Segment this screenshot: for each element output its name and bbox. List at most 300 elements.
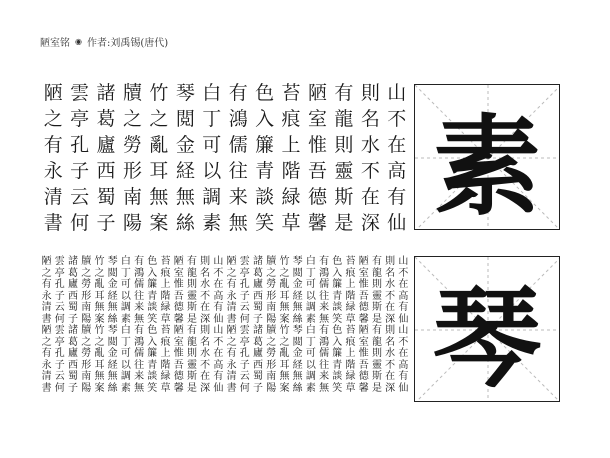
small-text-column xyxy=(172,256,185,394)
small-glyph: 則 xyxy=(200,325,211,336)
small-glyph: 亭 xyxy=(54,336,65,348)
small-glyph: 吾 xyxy=(358,290,369,302)
small-glyph: 靈 xyxy=(186,290,197,302)
small-glyph: 形 xyxy=(266,290,277,302)
small-glyph: 不 xyxy=(398,336,409,348)
small-text-grid xyxy=(40,256,410,416)
small-glyph: 白 xyxy=(305,256,316,267)
small-glyph: 無 xyxy=(134,382,145,394)
small-glyph: 不 xyxy=(200,290,211,302)
small-glyph: 馨 xyxy=(358,382,369,394)
small-glyph: 廬 xyxy=(253,279,264,290)
small-glyph: 儒 xyxy=(319,348,330,359)
small-glyph: 牘 xyxy=(266,325,277,336)
small-glyph: 入 xyxy=(147,267,158,279)
small-glyph: 金 xyxy=(292,348,303,359)
small-glyph: 子 xyxy=(68,382,79,394)
glyph: 有 xyxy=(43,134,63,156)
small-glyph: 德 xyxy=(358,371,369,382)
small-glyph: 亂 xyxy=(94,279,105,290)
text-column xyxy=(331,80,357,236)
small-glyph: 絲 xyxy=(107,313,118,325)
small-glyph: 有 xyxy=(398,302,409,313)
small-glyph: 西 xyxy=(253,359,264,371)
small-glyph: 仙 xyxy=(398,382,409,394)
small-glyph: 牘 xyxy=(266,256,277,267)
small-glyph: 之 xyxy=(279,336,290,348)
small-glyph: 苔 xyxy=(345,325,356,336)
small-glyph: 馨 xyxy=(173,382,184,394)
small-glyph: 階 xyxy=(345,290,356,302)
glyph: 諸 xyxy=(96,82,116,104)
glyph: 靈 xyxy=(334,160,354,182)
small-glyph: 可 xyxy=(120,279,131,290)
small-glyph: 苔 xyxy=(160,256,171,267)
small-glyph: 斯 xyxy=(186,371,197,382)
small-glyph: 子 xyxy=(68,313,79,325)
glyph: 階 xyxy=(281,160,301,182)
small-glyph: 南 xyxy=(266,302,277,313)
small-glyph: 德 xyxy=(173,302,184,313)
small-glyph: 絲 xyxy=(292,382,303,394)
small-text-column xyxy=(53,256,66,394)
small-glyph: 色 xyxy=(332,325,343,336)
small-glyph: 在 xyxy=(385,371,396,382)
text-column xyxy=(93,80,119,236)
small-text-column xyxy=(251,256,264,394)
small-glyph: 以 xyxy=(120,359,131,371)
small-glyph: 勞 xyxy=(266,348,277,359)
small-glyph: 廬 xyxy=(253,348,264,359)
small-glyph: 白 xyxy=(120,325,131,336)
small-glyph: 簾 xyxy=(147,348,158,359)
text-column xyxy=(172,80,198,236)
small-glyph: 往 xyxy=(134,359,145,371)
small-glyph: 苔 xyxy=(160,325,171,336)
small-glyph: 素 xyxy=(305,382,316,394)
small-glyph: 云 xyxy=(239,302,250,313)
small-glyph: 在 xyxy=(213,279,224,290)
small-glyph: 経 xyxy=(107,359,118,371)
small-text-column xyxy=(397,256,410,394)
small-glyph: 形 xyxy=(81,290,92,302)
small-glyph: 無 xyxy=(134,313,145,325)
small-text-column xyxy=(304,256,317,394)
small-text-column xyxy=(384,256,397,394)
small-glyph: 清 xyxy=(41,302,52,313)
small-glyph: 案 xyxy=(279,382,290,394)
author-line: 作者:刘禹锡(唐代) xyxy=(86,38,169,49)
small-glyph: 絲 xyxy=(107,382,118,394)
small-glyph: 葛 xyxy=(68,336,79,348)
glyph: 之 xyxy=(122,108,142,130)
small-glyph: 仙 xyxy=(213,382,224,394)
small-glyph: 階 xyxy=(345,359,356,371)
glyph: 深 xyxy=(360,212,380,234)
small-glyph: 入 xyxy=(147,336,158,348)
small-glyph: 之 xyxy=(266,267,277,279)
small-glyph: 則 xyxy=(385,325,396,336)
small-glyph: 有 xyxy=(186,325,197,336)
small-glyph: 青 xyxy=(332,359,343,371)
small-glyph: 来 xyxy=(134,302,145,313)
small-glyph: 是 xyxy=(371,313,382,325)
small-glyph: 雲 xyxy=(239,256,250,267)
small-glyph: 山 xyxy=(398,256,409,267)
small-glyph: 無 xyxy=(107,302,118,313)
glyph: 山 xyxy=(387,82,407,104)
small-text-column xyxy=(66,256,79,394)
small-text-column xyxy=(357,256,370,394)
small-glyph: 笑 xyxy=(332,313,343,325)
small-glyph: 有 xyxy=(371,325,382,336)
small-glyph: 清 xyxy=(41,371,52,382)
small-glyph: 竹 xyxy=(94,256,105,267)
glyph: 何 xyxy=(70,212,90,234)
small-glyph: 水 xyxy=(385,348,396,359)
small-glyph: 永 xyxy=(41,359,52,371)
small-glyph: 可 xyxy=(120,348,131,359)
small-glyph: 高 xyxy=(398,290,409,302)
small-glyph: 談 xyxy=(147,371,158,382)
small-glyph: 諸 xyxy=(68,256,79,267)
small-glyph: 草 xyxy=(345,313,356,325)
small-glyph: 書 xyxy=(226,382,237,394)
glyph: 談 xyxy=(255,186,275,208)
small-glyph: 有 xyxy=(398,371,409,382)
small-glyph: 孔 xyxy=(54,279,65,290)
glyph: 德 xyxy=(307,186,327,208)
small-glyph: 往 xyxy=(319,290,330,302)
small-glyph: 在 xyxy=(213,348,224,359)
small-glyph: 何 xyxy=(239,382,250,394)
small-glyph: 蜀 xyxy=(68,371,79,382)
small-text-column xyxy=(331,256,344,394)
small-glyph: 深 xyxy=(385,382,396,394)
small-glyph: 蜀 xyxy=(253,302,264,313)
small-glyph: 不 xyxy=(398,267,409,279)
glyph: 高 xyxy=(387,160,407,182)
glyph: 孔 xyxy=(70,134,90,156)
small-glyph: 素 xyxy=(305,313,316,325)
small-glyph: 有 xyxy=(213,371,224,382)
small-glyph: 白 xyxy=(120,256,131,267)
small-glyph: 有 xyxy=(186,256,197,267)
small-glyph: 水 xyxy=(200,348,211,359)
small-glyph: 調 xyxy=(120,371,131,382)
small-glyph: 不 xyxy=(200,359,211,371)
small-glyph: 惟 xyxy=(358,348,369,359)
small-text-column xyxy=(40,256,53,394)
glyph: 書 xyxy=(43,212,63,234)
small-text-column xyxy=(291,256,304,394)
small-glyph: 草 xyxy=(160,313,171,325)
small-glyph: 亂 xyxy=(279,279,290,290)
small-glyph: 諸 xyxy=(253,325,264,336)
text-column xyxy=(384,80,410,236)
small-glyph: 無 xyxy=(107,371,118,382)
small-glyph: 来 xyxy=(319,371,330,382)
small-glyph: 琴 xyxy=(107,256,118,267)
small-glyph: 云 xyxy=(54,371,65,382)
text-column xyxy=(357,80,383,236)
small-text-column xyxy=(93,256,106,394)
glyph: 草 xyxy=(281,212,301,234)
practice-box-2 xyxy=(414,256,560,402)
glyph: 之 xyxy=(43,108,63,130)
small-glyph: 深 xyxy=(200,313,211,325)
glyph: 無 xyxy=(228,212,248,234)
small-glyph: 笑 xyxy=(147,313,158,325)
small-text-column xyxy=(318,256,331,394)
small-glyph: 在 xyxy=(200,371,211,382)
small-glyph: 水 xyxy=(200,279,211,290)
glyph: 亭 xyxy=(70,108,90,130)
small-glyph: 永 xyxy=(226,359,237,371)
glyph: 是 xyxy=(334,212,354,234)
small-glyph: 無 xyxy=(279,371,290,382)
small-glyph: 案 xyxy=(94,313,105,325)
small-glyph: 亂 xyxy=(279,348,290,359)
small-glyph: 経 xyxy=(292,359,303,371)
small-glyph: 上 xyxy=(345,279,356,290)
glyph: 名 xyxy=(360,108,380,130)
small-glyph: 有 xyxy=(319,256,330,267)
glyph: 陋 xyxy=(307,82,327,104)
small-text-column xyxy=(146,256,159,394)
small-glyph: 笑 xyxy=(332,382,343,394)
small-glyph: 西 xyxy=(68,359,79,371)
small-glyph: 閲 xyxy=(292,336,303,348)
small-glyph: 水 xyxy=(385,279,396,290)
small-glyph: 名 xyxy=(385,267,396,279)
small-glyph: 山 xyxy=(398,325,409,336)
small-glyph: 何 xyxy=(54,382,65,394)
small-glyph: 勞 xyxy=(81,348,92,359)
small-glyph: 調 xyxy=(305,371,316,382)
small-glyph: 丁 xyxy=(120,267,131,279)
text-column xyxy=(119,80,145,236)
text-column xyxy=(225,80,251,236)
small-glyph: 在 xyxy=(200,302,211,313)
small-glyph: 蜀 xyxy=(68,302,79,313)
small-glyph: 青 xyxy=(147,290,158,302)
small-glyph: 名 xyxy=(385,336,396,348)
glyph: 則 xyxy=(360,82,380,104)
small-glyph: 案 xyxy=(279,313,290,325)
glyph: 斯 xyxy=(334,186,354,208)
glyph: 子 xyxy=(96,212,116,234)
glyph: 在 xyxy=(387,134,407,156)
small-glyph: 簾 xyxy=(147,279,158,290)
small-glyph: 之 xyxy=(81,267,92,279)
small-glyph: 琴 xyxy=(292,256,303,267)
small-glyph: 書 xyxy=(41,382,52,394)
small-text-column xyxy=(238,256,251,394)
small-glyph: 亭 xyxy=(54,267,65,279)
small-glyph: 孔 xyxy=(239,348,250,359)
glyph: 竹 xyxy=(149,82,169,104)
small-glyph: 是 xyxy=(371,382,382,394)
small-text-column xyxy=(133,256,146,394)
small-glyph: 無 xyxy=(319,382,330,394)
small-glyph: 靈 xyxy=(371,290,382,302)
glyph: 可 xyxy=(202,134,222,156)
glyph: 青 xyxy=(255,160,275,182)
small-glyph: 南 xyxy=(81,371,92,382)
small-glyph: 入 xyxy=(332,336,343,348)
small-glyph: 緑 xyxy=(345,302,356,313)
small-glyph: 儒 xyxy=(319,279,330,290)
small-glyph: 無 xyxy=(94,371,105,382)
small-glyph: 子 xyxy=(253,382,264,394)
small-glyph: 子 xyxy=(54,359,65,371)
glyph: 廬 xyxy=(96,134,116,156)
small-glyph: 廬 xyxy=(68,348,79,359)
small-glyph: 是 xyxy=(186,313,197,325)
small-glyph: 入 xyxy=(332,267,343,279)
small-glyph: 経 xyxy=(292,290,303,302)
glyph: 耳 xyxy=(149,160,169,182)
small-glyph: 吾 xyxy=(358,359,369,371)
glyph: 調 xyxy=(202,186,222,208)
glyph: 入 xyxy=(255,108,275,130)
small-glyph: 無 xyxy=(279,302,290,313)
glyph: 牘 xyxy=(122,82,142,104)
small-glyph: 不 xyxy=(213,336,224,348)
small-glyph: 竹 xyxy=(279,325,290,336)
small-glyph: 素 xyxy=(120,382,131,394)
glyph: 経 xyxy=(175,160,195,182)
small-glyph: 子 xyxy=(239,359,250,371)
small-glyph: 色 xyxy=(332,256,343,267)
small-glyph: 往 xyxy=(319,359,330,371)
glyph: 有 xyxy=(228,82,248,104)
small-glyph: 儒 xyxy=(134,348,145,359)
glyph: 陽 xyxy=(122,212,142,234)
small-glyph: 草 xyxy=(160,382,171,394)
small-glyph: 陋 xyxy=(358,325,369,336)
page-header xyxy=(40,34,168,49)
small-text-column xyxy=(225,256,238,394)
small-glyph: 之 xyxy=(266,336,277,348)
small-glyph: 経 xyxy=(107,290,118,302)
glyph: 往 xyxy=(228,160,248,182)
small-glyph: 有 xyxy=(213,302,224,313)
small-glyph: 靈 xyxy=(371,359,382,371)
small-text-column xyxy=(278,256,291,394)
small-glyph: 陋 xyxy=(358,256,369,267)
small-glyph: 陽 xyxy=(266,313,277,325)
glyph: 吾 xyxy=(307,160,327,182)
glyph: 南 xyxy=(122,186,142,208)
small-glyph: 龍 xyxy=(186,267,197,279)
small-glyph: 亭 xyxy=(239,267,250,279)
large-text-grid xyxy=(40,80,410,240)
small-glyph: 名 xyxy=(200,267,211,279)
small-glyph: 痕 xyxy=(345,267,356,279)
title: 陋室铭 xyxy=(40,38,70,49)
small-glyph: 則 xyxy=(200,256,211,267)
small-glyph: 苔 xyxy=(345,256,356,267)
small-glyph: 子 xyxy=(253,313,264,325)
small-glyph: 惟 xyxy=(173,279,184,290)
small-text-column xyxy=(212,256,225,394)
small-glyph: 西 xyxy=(68,290,79,302)
small-text-column xyxy=(199,256,212,394)
small-glyph: 云 xyxy=(54,302,65,313)
small-glyph: 色 xyxy=(147,325,158,336)
small-glyph: 之 xyxy=(226,336,237,348)
small-glyph: 往 xyxy=(134,290,145,302)
small-glyph: 深 xyxy=(200,382,211,394)
glyph: 云 xyxy=(70,186,90,208)
small-glyph: 龍 xyxy=(186,336,197,348)
glyph: 案 xyxy=(149,212,169,234)
small-glyph: 山 xyxy=(213,325,224,336)
small-glyph: 竹 xyxy=(279,256,290,267)
glyph: 不 xyxy=(360,160,380,182)
small-glyph: 之 xyxy=(226,267,237,279)
small-glyph: 斯 xyxy=(186,302,197,313)
glyph: 上 xyxy=(281,134,301,156)
small-text-column xyxy=(265,256,278,394)
glyph: 亂 xyxy=(149,134,169,156)
text-column xyxy=(304,80,330,236)
small-glyph: 色 xyxy=(147,256,158,267)
small-glyph: 永 xyxy=(41,290,52,302)
text-column xyxy=(251,80,277,236)
small-glyph: 不 xyxy=(213,267,224,279)
small-glyph: 有 xyxy=(134,256,145,267)
small-glyph: 以 xyxy=(305,290,316,302)
small-glyph: 則 xyxy=(385,256,396,267)
small-glyph: 形 xyxy=(81,359,92,371)
small-glyph: 来 xyxy=(134,371,145,382)
small-glyph: 階 xyxy=(160,290,171,302)
small-glyph: 無 xyxy=(292,302,303,313)
glyph: 閲 xyxy=(175,108,195,130)
small-glyph: 吾 xyxy=(173,359,184,371)
small-glyph: 德 xyxy=(358,302,369,313)
glyph: 無 xyxy=(149,186,169,208)
small-text-column xyxy=(80,256,93,394)
small-glyph: 則 xyxy=(186,279,197,290)
small-glyph: 緑 xyxy=(345,371,356,382)
small-glyph: 陽 xyxy=(81,313,92,325)
small-glyph: 有 xyxy=(371,256,382,267)
text-column xyxy=(146,80,172,236)
small-glyph: 陽 xyxy=(81,382,92,394)
small-glyph: 上 xyxy=(160,279,171,290)
small-glyph: 葛 xyxy=(68,267,79,279)
small-glyph: 青 xyxy=(332,290,343,302)
glyph: 勞 xyxy=(122,134,142,156)
small-text-column xyxy=(106,256,119,394)
small-glyph: 不 xyxy=(385,290,396,302)
small-glyph: 可 xyxy=(305,279,316,290)
glyph: 蜀 xyxy=(96,186,116,208)
small-glyph: 有 xyxy=(319,325,330,336)
glyph: 鴻 xyxy=(228,108,248,130)
small-glyph: 丁 xyxy=(120,336,131,348)
small-glyph: 緑 xyxy=(160,371,171,382)
small-glyph: 室 xyxy=(358,267,369,279)
small-glyph: 書 xyxy=(41,313,52,325)
small-glyph: 山 xyxy=(213,256,224,267)
text-column xyxy=(66,80,92,236)
glyph: 有 xyxy=(334,82,354,104)
